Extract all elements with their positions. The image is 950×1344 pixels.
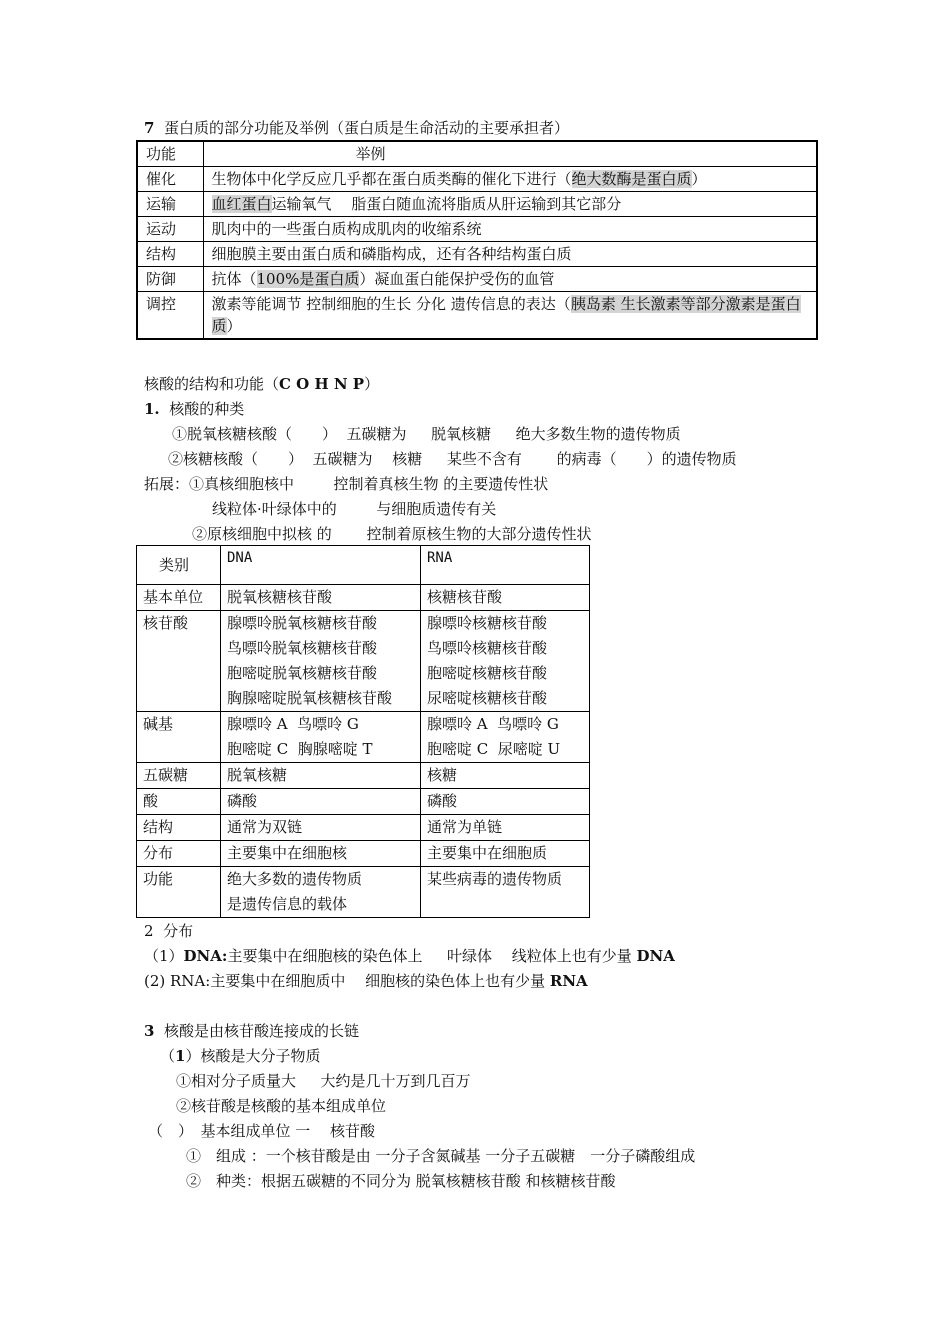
protein-example-cell <box>203 242 817 267</box>
protein-table-row <box>137 242 817 267</box>
header-type: 类别 <box>137 546 221 585</box>
comparison-dna-line: 是遗传信息的载体 <box>227 895 348 913</box>
comparison-dna-line: 腺嘌呤 A 鸟嘌呤 G <box>227 715 359 733</box>
chain-line-e: ② 种类：根据五碳糖的不同分为 脱氧核糖核苷酸 和核糖核苷酸 <box>186 1172 616 1190</box>
protein-example-pre: 抗体（ <box>211 270 257 288</box>
comparison-label-cell: 分布 <box>137 841 221 867</box>
comparison-dna-line: 脱氧核糖核苷酸 <box>227 588 333 606</box>
comparison-dna-line: 胞嘧啶脱氧核糖核苷酸 <box>227 664 378 682</box>
dna-rna-comparison-table <box>136 545 590 918</box>
chain-line-c: （ ） 基本组成单位 一 核苷酸 <box>148 1122 376 1140</box>
protein-table-row <box>137 167 817 192</box>
protein-function-cell: 运动 <box>137 217 203 242</box>
protein-example-hl: 100%是蛋白质 <box>256 270 360 288</box>
comparison-rna-cell <box>421 585 590 611</box>
distribution-title: 2 分布 <box>144 922 194 940</box>
header-dna: DNA <box>221 546 421 585</box>
comparison-rna-cell <box>421 789 590 815</box>
comparison-rna-line: 磷酸 <box>427 792 458 810</box>
comparison-label-cell: 基本单位 <box>137 585 221 611</box>
protein-table-row <box>137 292 817 340</box>
comparison-dna-line: 脱氧核糖 <box>227 766 288 784</box>
header-example: 举例 <box>203 141 817 167</box>
protein-table-body <box>137 141 817 339</box>
nucleic-extension-2: 线粒体·叶绿体中的 与细胞质遗传有关 <box>212 500 497 518</box>
protein-table-row <box>137 217 817 242</box>
protein-example-cell <box>203 267 817 292</box>
chain-title: 3 核酸是由核苷酸连接成的长链 <box>144 1022 359 1040</box>
comparison-label-cell: 碱基 <box>137 712 221 763</box>
protein-example-cell <box>203 292 817 340</box>
comparison-dna-line: 胞嘧啶 C 胸腺嘧啶 T <box>227 740 373 758</box>
nucleic-types-title: 1. 核酸的种类 <box>144 400 245 418</box>
protein-table-row <box>137 192 817 217</box>
comparison-rna-line: 某些病毒的遗传物质 <box>427 870 563 888</box>
protein-example-pre: 激素等能调节 控制细胞的生长 分化 遗传信息的表达（ <box>211 295 571 313</box>
comparison-rna-cell <box>421 841 590 867</box>
protein-example-hl: 胰岛素 生长激素等部分激素是蛋白质 <box>211 295 801 335</box>
protein-function-cell: 调控 <box>137 292 203 340</box>
comparison-dna-cell <box>221 841 421 867</box>
comparison-header-row <box>137 546 590 585</box>
nucleic-line-dna: ①脱氧核糖核酸（ ） 五碳糖为 脱氧核糖 绝大多数生物的遗传物质 <box>172 425 681 443</box>
comparison-dna-line: 通常为双链 <box>227 818 303 836</box>
protein-example-cell <box>203 167 817 192</box>
protein-example-post: ） <box>691 170 707 188</box>
comparison-rna-cell <box>421 611 590 712</box>
comparison-dna-line: 磷酸 <box>227 792 258 810</box>
chain-line-d: ① 组成 ：一个核苷酸是由 一分子含氮碱基 一分子五碳糖 一分子磷酸组成 <box>186 1147 696 1165</box>
comparison-row <box>137 585 590 611</box>
comparison-dna-line: 胸腺嘧啶脱氧核糖核苷酸 <box>227 689 393 707</box>
comparison-rna-line: 通常为单链 <box>427 818 503 836</box>
comparison-dna-cell <box>221 815 421 841</box>
comparison-rna-line: 胞嘧啶 C 尿嘧啶 U <box>427 740 561 758</box>
comparison-rna-line: 核糖 <box>427 766 458 784</box>
distribution-rna: (2) RNA:主要集中在细胞质中 细胞核的染色体上也有少量 RNA <box>144 972 588 990</box>
nucleic-heading: 核酸的结构和功能（C O H N P） <box>144 375 380 393</box>
chain-sub-1: （1）核酸是大分子物质 <box>160 1047 321 1065</box>
comparison-row <box>137 763 590 789</box>
comparison-row <box>137 789 590 815</box>
protein-table-header <box>137 141 817 167</box>
comparison-rna-cell <box>421 815 590 841</box>
protein-example-post: ）凝血蛋白能保护受伤的血管 <box>359 270 555 288</box>
comparison-dna-line: 鸟嘌呤脱氧核糖核苷酸 <box>227 639 378 657</box>
distribution-dna: （1）DNA:主要集中在细胞核的染色体上 叶绿体 线粒体上也有少量 DNA <box>144 947 675 965</box>
comparison-label-cell: 五碳糖 <box>137 763 221 789</box>
comparison-rna-line: 鸟嘌呤核糖核苷酸 <box>427 639 548 657</box>
protein-example-cell <box>203 217 817 242</box>
comparison-label-cell: 酸 <box>137 789 221 815</box>
comparison-label-cell: 核苷酸 <box>137 611 221 712</box>
comparison-rna-line: 主要集中在细胞质 <box>427 844 548 862</box>
comparison-rna-line: 腺嘌呤核糖核苷酸 <box>427 614 548 632</box>
nucleic-extension-3: ②原核细胞中拟核 的 控制着原核生物的大部分遗传性状 <box>192 525 592 543</box>
protein-section-title: 7 蛋白质的部分功能及举例（蛋白质是生命活动的主要承担者） <box>144 119 569 137</box>
comparison-table-body <box>137 546 590 918</box>
comparison-rna-cell <box>421 867 590 918</box>
comparison-dna-cell <box>221 611 421 712</box>
protein-function-cell: 防御 <box>137 267 203 292</box>
protein-example-pre: 肌肉中的一些蛋白质构成肌肉的收缩系统 <box>211 220 482 238</box>
protein-example-hl: 绝大数酶是蛋白质 <box>571 170 692 188</box>
comparison-row <box>137 815 590 841</box>
comparison-dna-cell <box>221 789 421 815</box>
header-function: 功能 <box>137 141 203 167</box>
protein-function-cell: 结构 <box>137 242 203 267</box>
comparison-rna-line: 胞嘧啶核糖核苷酸 <box>427 664 548 682</box>
comparison-row <box>137 841 590 867</box>
comparison-rna-line: 尿嘧啶核糖核苷酸 <box>427 689 548 707</box>
comparison-rna-cell <box>421 763 590 789</box>
comparison-dna-cell <box>221 867 421 918</box>
comparison-dna-cell <box>221 763 421 789</box>
protein-example-pre: 细胞膜主要由蛋白质和磷脂构成，还有各种结构蛋白质 <box>211 245 572 263</box>
nucleic-line-rna: ②核糖核酸（ ） 五碳糖为 核糖 某些不含有 的病毒（ ）的遗传物质 <box>168 450 737 468</box>
chain-line-b: ②核苷酸是核酸的基本组成单位 <box>176 1097 387 1115</box>
protein-function-cell: 运输 <box>137 192 203 217</box>
nucleic-extension-1: 拓展：①真核细胞核中 控制着真核生物 的主要遗传性状 <box>144 475 549 493</box>
protein-table-row <box>137 267 817 292</box>
comparison-rna-line: 核糖核苷酸 <box>427 588 503 606</box>
comparison-label-cell: 功能 <box>137 867 221 918</box>
protein-example-post: 运输氧气 脂蛋白随血流将脂质从肝运输到其它部分 <box>271 195 622 213</box>
comparison-rna-cell <box>421 712 590 763</box>
protein-function-table <box>136 140 818 340</box>
comparison-dna-cell <box>221 712 421 763</box>
header-rna: RNA <box>421 546 590 585</box>
comparison-dna-line: 主要集中在细胞核 <box>227 844 348 862</box>
comparison-dna-line: 腺嘌呤脱氧核糖核苷酸 <box>227 614 378 632</box>
comparison-row <box>137 611 590 712</box>
chain-line-a: ①相对分子质量大 大约是几十万到几百万 <box>176 1072 471 1090</box>
protein-example-pre: 生物体中化学反应几乎都在蛋白质类酶的催化下进行（ <box>211 170 572 188</box>
comparison-dna-cell <box>221 585 421 611</box>
comparison-row <box>137 867 590 918</box>
protein-example-hl: 血红蛋白 <box>211 195 272 213</box>
comparison-dna-line: 绝大多数的遗传物质 <box>227 870 363 888</box>
protein-function-cell: 催化 <box>137 167 203 192</box>
comparison-rna-line: 腺嘌呤 A 鸟嘌呤 G <box>427 715 559 733</box>
protein-example-post: ） <box>226 317 242 335</box>
comparison-row <box>137 712 590 763</box>
protein-example-cell <box>203 192 817 217</box>
comparison-label-cell: 结构 <box>137 815 221 841</box>
